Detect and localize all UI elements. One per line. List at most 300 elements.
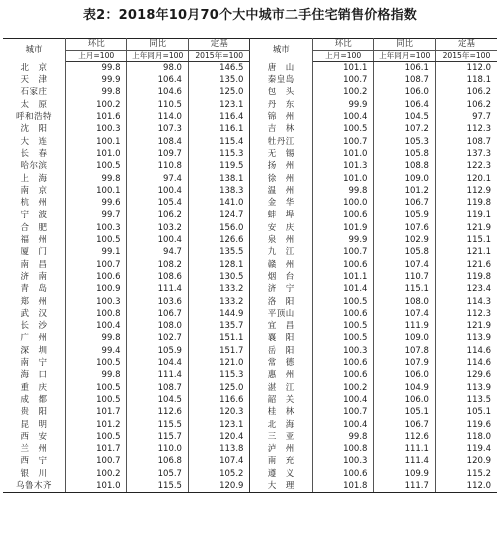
left-city-cell: 哈尔滨 xyxy=(3,160,66,172)
left-mom-cell: 100.2 xyxy=(66,99,127,111)
right-city-cell: 包 头 xyxy=(250,87,313,99)
right-yoy-cell: 105.1 xyxy=(374,406,435,418)
right-mom-cell: 100.5 xyxy=(312,296,373,308)
right-city-cell: 温 州 xyxy=(250,185,313,197)
right-mom-cell: 100.0 xyxy=(312,197,373,209)
table-row xyxy=(3,419,497,431)
left-mom-cell: 101.7 xyxy=(66,443,127,455)
table-row xyxy=(3,406,497,418)
right-city-cell: 蚌 埠 xyxy=(250,210,313,222)
left-yoy-cell: 111.4 xyxy=(127,283,188,295)
right-yoy-cell: 106.0 xyxy=(374,87,435,99)
left-city-cell: 西 安 xyxy=(3,431,66,443)
left-yoy-cell: 105.4 xyxy=(127,197,188,209)
right-yoy-cell: 107.8 xyxy=(374,345,435,357)
left-mom-cell: 100.5 xyxy=(66,357,127,369)
left-city-cell: 昆 明 xyxy=(3,419,66,431)
right-mom-cell: 100.4 xyxy=(312,394,373,406)
table-row xyxy=(3,185,497,197)
left-base-cell: 138.1 xyxy=(188,173,249,185)
right-city-cell: 遵 义 xyxy=(250,468,313,480)
right-city-cell: 吉 林 xyxy=(250,123,313,135)
right-city-cell: 岳 阳 xyxy=(250,345,313,357)
table-row xyxy=(3,62,497,75)
right-mom-cell: 101.1 xyxy=(312,62,373,75)
left-city-cell: 南 昌 xyxy=(3,259,66,271)
left-base-cell: 107.4 xyxy=(188,456,249,468)
left-yoy-cell: 102.7 xyxy=(127,333,188,345)
right-yoy-cell: 104.9 xyxy=(374,382,435,394)
left-mom-cell: 100.3 xyxy=(66,123,127,135)
right-yoy-cell: 101.2 xyxy=(374,185,435,197)
header-yoy-left: 同比 xyxy=(127,39,188,51)
right-city-cell: 湛 江 xyxy=(250,382,313,394)
right-base-cell: 118.0 xyxy=(466,431,491,442)
table-row xyxy=(3,308,497,320)
right-base-cell: 121.1 xyxy=(466,247,491,258)
left-yoy-cell: 106.2 xyxy=(127,210,188,222)
right-mom-cell: 100.7 xyxy=(312,406,373,418)
left-mom-cell: 99.8 xyxy=(66,333,127,345)
left-yoy-cell: 103.2 xyxy=(127,222,188,234)
table-row xyxy=(3,357,497,369)
right-city-cell: 泸 州 xyxy=(250,443,313,455)
left-yoy-cell: 106.8 xyxy=(127,456,188,468)
right-base-cell: 129.6 xyxy=(466,370,491,381)
right-city-cell: 洛 阳 xyxy=(250,296,313,308)
right-city-cell: 赣 州 xyxy=(250,259,313,271)
right-base-cell: 108.7 xyxy=(466,136,491,147)
right-mom-cell: 100.8 xyxy=(312,443,373,455)
left-yoy-cell: 108.7 xyxy=(127,382,188,394)
table-row xyxy=(3,259,497,271)
left-mom-cell: 100.5 xyxy=(66,234,127,246)
left-yoy-cell: 112.6 xyxy=(127,406,188,418)
right-mom-cell: 100.7 xyxy=(312,136,373,148)
left-yoy-cell: 115.7 xyxy=(127,431,188,443)
right-base-cell: 113.9 xyxy=(466,333,491,344)
left-yoy-cell: 97.4 xyxy=(127,173,188,185)
right-city-cell: 韶 关 xyxy=(250,394,313,406)
left-base-cell: 116.4 xyxy=(188,111,249,123)
left-yoy-cell: 105.7 xyxy=(127,468,188,480)
subheader-mom-left: 上月=100 xyxy=(66,51,127,62)
left-mom-cell: 100.7 xyxy=(66,456,127,468)
left-base-cell: 123.1 xyxy=(188,419,249,431)
left-base-cell: 115.3 xyxy=(188,369,249,381)
right-city-cell: 扬 州 xyxy=(250,160,313,172)
right-mom-cell: 100.7 xyxy=(312,246,373,258)
right-city-cell: 无 锡 xyxy=(250,148,313,160)
right-city-cell: 济 宁 xyxy=(250,283,313,295)
left-city-cell: 南 京 xyxy=(3,185,66,197)
left-base-cell: 151.7 xyxy=(188,345,249,357)
left-city-cell: 济 南 xyxy=(3,271,66,283)
table-row xyxy=(3,99,497,111)
left-base-cell: 123.1 xyxy=(188,99,249,111)
left-mom-cell: 100.5 xyxy=(66,160,127,172)
left-city-cell: 深 圳 xyxy=(3,345,66,357)
left-city-cell: 合 肥 xyxy=(3,222,66,234)
left-yoy-cell: 110.5 xyxy=(127,99,188,111)
right-yoy-cell: 109.0 xyxy=(374,333,435,345)
right-mom-cell: 99.9 xyxy=(312,234,373,246)
left-base-cell: 124.7 xyxy=(188,210,249,222)
left-city-cell: 福 州 xyxy=(3,234,66,246)
left-yoy-cell: 104.4 xyxy=(127,357,188,369)
table-row xyxy=(3,87,497,99)
left-mom-cell: 100.1 xyxy=(66,136,127,148)
right-city-cell: 九 江 xyxy=(250,246,313,258)
left-yoy-cell: 106.4 xyxy=(127,74,188,86)
right-city-cell: 丹 东 xyxy=(250,99,313,111)
right-base-cell: 119.1 xyxy=(466,210,491,221)
left-base-cell: 156.0 xyxy=(188,222,249,234)
left-city-cell: 大 连 xyxy=(3,136,66,148)
right-city-cell: 常 德 xyxy=(250,357,313,369)
left-base-cell: 115.4 xyxy=(188,136,249,148)
left-base-cell: 120.3 xyxy=(188,406,249,418)
left-city-cell: 武 汉 xyxy=(3,308,66,320)
left-mom-cell: 100.1 xyxy=(66,185,127,197)
right-base-cell: 121.9 xyxy=(466,321,491,332)
left-mom-cell: 100.5 xyxy=(66,382,127,394)
right-city-cell: 桂 林 xyxy=(250,406,313,418)
left-base-cell: 116.6 xyxy=(188,394,249,406)
left-mom-cell: 100.4 xyxy=(66,320,127,332)
left-city-cell: 天 津 xyxy=(3,74,66,86)
left-mom-cell: 100.3 xyxy=(66,296,127,308)
left-base-cell: 141.0 xyxy=(188,197,249,209)
right-city-cell: 襄 阳 xyxy=(250,333,313,345)
right-base-cell: 114.6 xyxy=(466,345,491,356)
table-row xyxy=(3,333,497,345)
right-yoy-cell: 111.9 xyxy=(374,320,435,332)
right-yoy-cell: 105.8 xyxy=(374,148,435,160)
right-mom-cell: 100.2 xyxy=(312,382,373,394)
left-yoy-cell: 104.6 xyxy=(127,87,188,99)
right-mom-cell: 100.6 xyxy=(312,357,373,369)
right-yoy-cell: 112.6 xyxy=(374,431,435,443)
right-city-cell: 秦皇岛 xyxy=(250,74,313,86)
table-body xyxy=(3,62,497,493)
left-yoy-cell: 108.0 xyxy=(127,320,188,332)
right-yoy-cell: 108.7 xyxy=(374,74,435,86)
left-mom-cell: 101.0 xyxy=(66,480,127,493)
right-city-cell: 北 海 xyxy=(250,419,313,431)
right-base-cell: 112.9 xyxy=(466,185,491,196)
left-base-cell: 120.9 xyxy=(188,480,249,493)
price-index-table xyxy=(3,38,497,493)
right-mom-cell: 100.3 xyxy=(312,456,373,468)
left-city-cell: 石家庄 xyxy=(3,87,66,99)
right-yoy-cell: 104.5 xyxy=(374,111,435,123)
right-base-cell: 114.3 xyxy=(466,296,491,307)
right-yoy-cell: 110.7 xyxy=(374,271,435,283)
left-city-cell: 贵 阳 xyxy=(3,406,66,418)
right-yoy-cell: 106.4 xyxy=(374,99,435,111)
right-yoy-cell: 107.4 xyxy=(374,259,435,271)
right-mom-cell: 100.5 xyxy=(312,123,373,135)
left-yoy-cell: 109.7 xyxy=(127,148,188,160)
right-mom-cell: 101.0 xyxy=(312,148,373,160)
left-base-cell: 126.6 xyxy=(188,234,249,246)
right-mom-cell: 100.4 xyxy=(312,419,373,431)
left-mom-cell: 100.5 xyxy=(66,394,127,406)
right-yoy-cell: 108.8 xyxy=(374,160,435,172)
right-yoy-cell: 107.9 xyxy=(374,357,435,369)
right-mom-cell: 100.7 xyxy=(312,74,373,86)
left-mom-cell: 99.1 xyxy=(66,246,127,258)
right-mom-cell: 101.3 xyxy=(312,160,373,172)
table-row xyxy=(3,320,497,332)
table-row xyxy=(3,210,497,222)
right-mom-cell: 100.6 xyxy=(312,468,373,480)
left-base-cell: 146.5 xyxy=(188,62,249,75)
right-mom-cell: 99.8 xyxy=(312,431,373,443)
left-mom-cell: 100.7 xyxy=(66,259,127,271)
right-base-cell: 121.6 xyxy=(466,259,491,270)
right-base-cell: 119.8 xyxy=(466,198,491,209)
left-yoy-cell: 100.4 xyxy=(127,234,188,246)
left-mom-cell: 101.7 xyxy=(66,406,127,418)
left-yoy-cell: 94.7 xyxy=(127,246,188,258)
left-yoy-cell: 115.5 xyxy=(127,480,188,493)
left-city-cell: 呼和浩特 xyxy=(3,111,66,123)
left-mom-cell: 100.9 xyxy=(66,283,127,295)
left-city-cell: 厦 门 xyxy=(3,246,66,258)
left-city-cell: 西 宁 xyxy=(3,456,66,468)
left-base-cell: 116.1 xyxy=(188,123,249,135)
right-city-cell: 烟 台 xyxy=(250,271,313,283)
right-yoy-cell: 107.2 xyxy=(374,123,435,135)
right-city-cell: 三 亚 xyxy=(250,431,313,443)
left-yoy-cell: 98.0 xyxy=(127,62,188,75)
right-base-cell: 112.3 xyxy=(466,308,491,319)
header-yoy-right: 同比 xyxy=(374,39,435,51)
left-mom-cell: 99.8 xyxy=(66,87,127,99)
left-city-cell: 广 州 xyxy=(3,333,66,345)
right-base-cell: 112.0 xyxy=(435,480,497,493)
left-mom-cell: 99.8 xyxy=(66,173,127,185)
header-base-left: 定基 xyxy=(188,39,249,51)
table-row xyxy=(3,283,497,295)
left-city-cell: 长 春 xyxy=(3,148,66,160)
right-yoy-cell: 105.9 xyxy=(374,210,435,222)
right-yoy-cell: 108.0 xyxy=(374,296,435,308)
right-mom-cell: 101.0 xyxy=(312,173,373,185)
left-base-cell: 138.3 xyxy=(188,185,249,197)
table-row xyxy=(3,382,497,394)
left-mom-cell: 100.5 xyxy=(66,431,127,443)
left-base-cell: 119.5 xyxy=(188,160,249,172)
right-base-cell: 123.4 xyxy=(466,284,491,295)
left-city-cell: 重 庆 xyxy=(3,382,66,394)
table-row xyxy=(3,173,497,185)
table-row xyxy=(3,468,497,480)
right-base-cell: 119.4 xyxy=(466,444,491,455)
left-mom-cell: 99.9 xyxy=(66,74,127,86)
right-mom-cell: 101.9 xyxy=(312,222,373,234)
header-city-right: 城市 xyxy=(250,39,313,62)
right-yoy-cell: 106.0 xyxy=(374,394,435,406)
left-base-cell: 144.9 xyxy=(188,308,249,320)
right-city-cell: 金 华 xyxy=(250,197,313,209)
right-mom-cell: 100.6 xyxy=(312,210,373,222)
left-city-cell: 宁 波 xyxy=(3,210,66,222)
left-yoy-cell: 108.6 xyxy=(127,271,188,283)
right-city-cell: 大 理 xyxy=(250,480,313,493)
header-mom-left: 环比 xyxy=(66,39,127,51)
left-base-cell: 113.8 xyxy=(188,443,249,455)
subheader-base-right: 2015年=100 xyxy=(435,51,497,62)
right-base-cell: 112.0 xyxy=(466,62,491,73)
right-base-cell: 97.7 xyxy=(472,112,491,123)
right-mom-cell: 101.8 xyxy=(312,480,373,493)
left-base-cell: 125.0 xyxy=(188,382,249,394)
right-yoy-cell: 109.0 xyxy=(374,173,435,185)
header-city-left: 城市 xyxy=(3,39,66,62)
left-yoy-cell: 104.5 xyxy=(127,394,188,406)
subheader-base-left: 2015年=100 xyxy=(188,51,249,62)
table-row xyxy=(3,369,497,381)
right-base-cell: 112.3 xyxy=(466,124,491,135)
header-base-right: 定基 xyxy=(435,39,497,51)
right-mom-cell: 100.5 xyxy=(312,333,373,345)
left-yoy-cell: 111.4 xyxy=(127,369,188,381)
right-yoy-cell: 107.4 xyxy=(374,308,435,320)
left-city-cell: 青 岛 xyxy=(3,283,66,295)
right-city-cell: 泉 州 xyxy=(250,234,313,246)
right-yoy-cell: 102.9 xyxy=(374,234,435,246)
right-city-cell: 安 庆 xyxy=(250,222,313,234)
left-city-cell: 北 京 xyxy=(3,62,66,75)
right-base-cell: 115.1 xyxy=(466,235,491,246)
subheader-yoy-right: 上年同月=100 xyxy=(374,51,435,62)
table-row xyxy=(3,271,497,283)
left-yoy-cell: 107.3 xyxy=(127,123,188,135)
right-mom-cell: 100.6 xyxy=(312,259,373,271)
right-city-cell: 南 充 xyxy=(250,456,313,468)
left-mom-cell: 99.8 xyxy=(66,369,127,381)
right-mom-cell: 100.5 xyxy=(312,320,373,332)
right-yoy-cell: 109.9 xyxy=(374,468,435,480)
right-yoy-cell: 111.1 xyxy=(374,443,435,455)
right-base-cell: 137.3 xyxy=(466,148,491,159)
right-base-cell: 106.2 xyxy=(466,87,491,98)
left-base-cell: 135.0 xyxy=(188,74,249,86)
left-base-cell: 128.1 xyxy=(188,259,249,271)
left-base-cell: 120.4 xyxy=(188,431,249,443)
right-base-cell: 115.2 xyxy=(466,468,491,479)
right-city-cell: 平顶山 xyxy=(250,308,313,320)
left-yoy-cell: 110.0 xyxy=(127,443,188,455)
left-city-cell: 海 口 xyxy=(3,369,66,381)
left-yoy-cell: 108.2 xyxy=(127,259,188,271)
right-base-cell: 113.9 xyxy=(466,382,491,393)
right-base-cell: 119.8 xyxy=(466,271,491,282)
subheader-mom-right: 上月=100 xyxy=(312,51,373,62)
table-row xyxy=(3,456,497,468)
left-base-cell: 133.2 xyxy=(188,283,249,295)
right-city-cell: 唐 山 xyxy=(250,62,313,75)
left-yoy-cell: 108.4 xyxy=(127,136,188,148)
table-row xyxy=(3,148,497,160)
left-mom-cell: 101.0 xyxy=(66,148,127,160)
right-yoy-cell: 107.6 xyxy=(374,222,435,234)
right-city-cell: 锦 州 xyxy=(250,111,313,123)
right-yoy-cell: 115.1 xyxy=(374,283,435,295)
left-mom-cell: 100.3 xyxy=(66,222,127,234)
table-row xyxy=(3,111,497,123)
left-yoy-cell: 103.6 xyxy=(127,296,188,308)
left-city-cell: 上 海 xyxy=(3,173,66,185)
right-city-cell: 徐 州 xyxy=(250,173,313,185)
left-base-cell: 115.3 xyxy=(188,148,249,160)
left-city-cell: 郑 州 xyxy=(3,296,66,308)
table-row xyxy=(3,480,497,493)
left-city-cell: 成 都 xyxy=(3,394,66,406)
right-yoy-cell: 106.7 xyxy=(374,197,435,209)
subheader-yoy-left: 上年同月=100 xyxy=(127,51,188,62)
left-base-cell: 135.5 xyxy=(188,246,249,258)
left-base-cell: 130.5 xyxy=(188,271,249,283)
left-mom-cell: 99.4 xyxy=(66,345,127,357)
left-yoy-cell: 114.0 xyxy=(127,111,188,123)
table-row xyxy=(3,160,497,172)
left-city-cell: 南 宁 xyxy=(3,357,66,369)
right-base-cell: 120.9 xyxy=(466,456,491,467)
right-yoy-cell: 106.1 xyxy=(374,62,435,75)
table-row xyxy=(3,431,497,443)
left-yoy-cell: 106.7 xyxy=(127,308,188,320)
right-base-cell: 120.1 xyxy=(466,173,491,184)
right-mom-cell: 100.6 xyxy=(312,308,373,320)
right-base-cell: 105.1 xyxy=(466,407,491,418)
left-mom-cell: 99.8 xyxy=(66,62,127,75)
left-mom-cell: 99.7 xyxy=(66,210,127,222)
left-base-cell: 121.0 xyxy=(188,357,249,369)
right-mom-cell: 100.6 xyxy=(312,369,373,381)
right-yoy-cell: 105.3 xyxy=(374,136,435,148)
table-row xyxy=(3,345,497,357)
left-mom-cell: 101.6 xyxy=(66,111,127,123)
left-city-cell: 兰 州 xyxy=(3,443,66,455)
right-base-cell: 121.9 xyxy=(466,222,491,233)
right-base-cell: 122.3 xyxy=(466,161,491,172)
right-yoy-cell: 111.4 xyxy=(374,456,435,468)
right-mom-cell: 99.9 xyxy=(312,99,373,111)
left-base-cell: 135.7 xyxy=(188,320,249,332)
left-yoy-cell: 110.8 xyxy=(127,160,188,172)
right-yoy-cell: 106.0 xyxy=(374,369,435,381)
right-mom-cell: 100.4 xyxy=(312,111,373,123)
right-city-cell: 牡丹江 xyxy=(250,136,313,148)
table-row xyxy=(3,234,497,246)
left-base-cell: 133.2 xyxy=(188,296,249,308)
table-row xyxy=(3,296,497,308)
left-city-cell: 银 川 xyxy=(3,468,66,480)
left-base-cell: 105.2 xyxy=(188,468,249,480)
left-yoy-cell: 115.5 xyxy=(127,419,188,431)
table-row xyxy=(3,74,497,86)
table-row xyxy=(3,123,497,135)
right-mom-cell: 101.4 xyxy=(312,283,373,295)
right-mom-cell: 100.3 xyxy=(312,345,373,357)
left-yoy-cell: 105.9 xyxy=(127,345,188,357)
left-mom-cell: 100.8 xyxy=(66,308,127,320)
left-mom-cell: 100.2 xyxy=(66,468,127,480)
